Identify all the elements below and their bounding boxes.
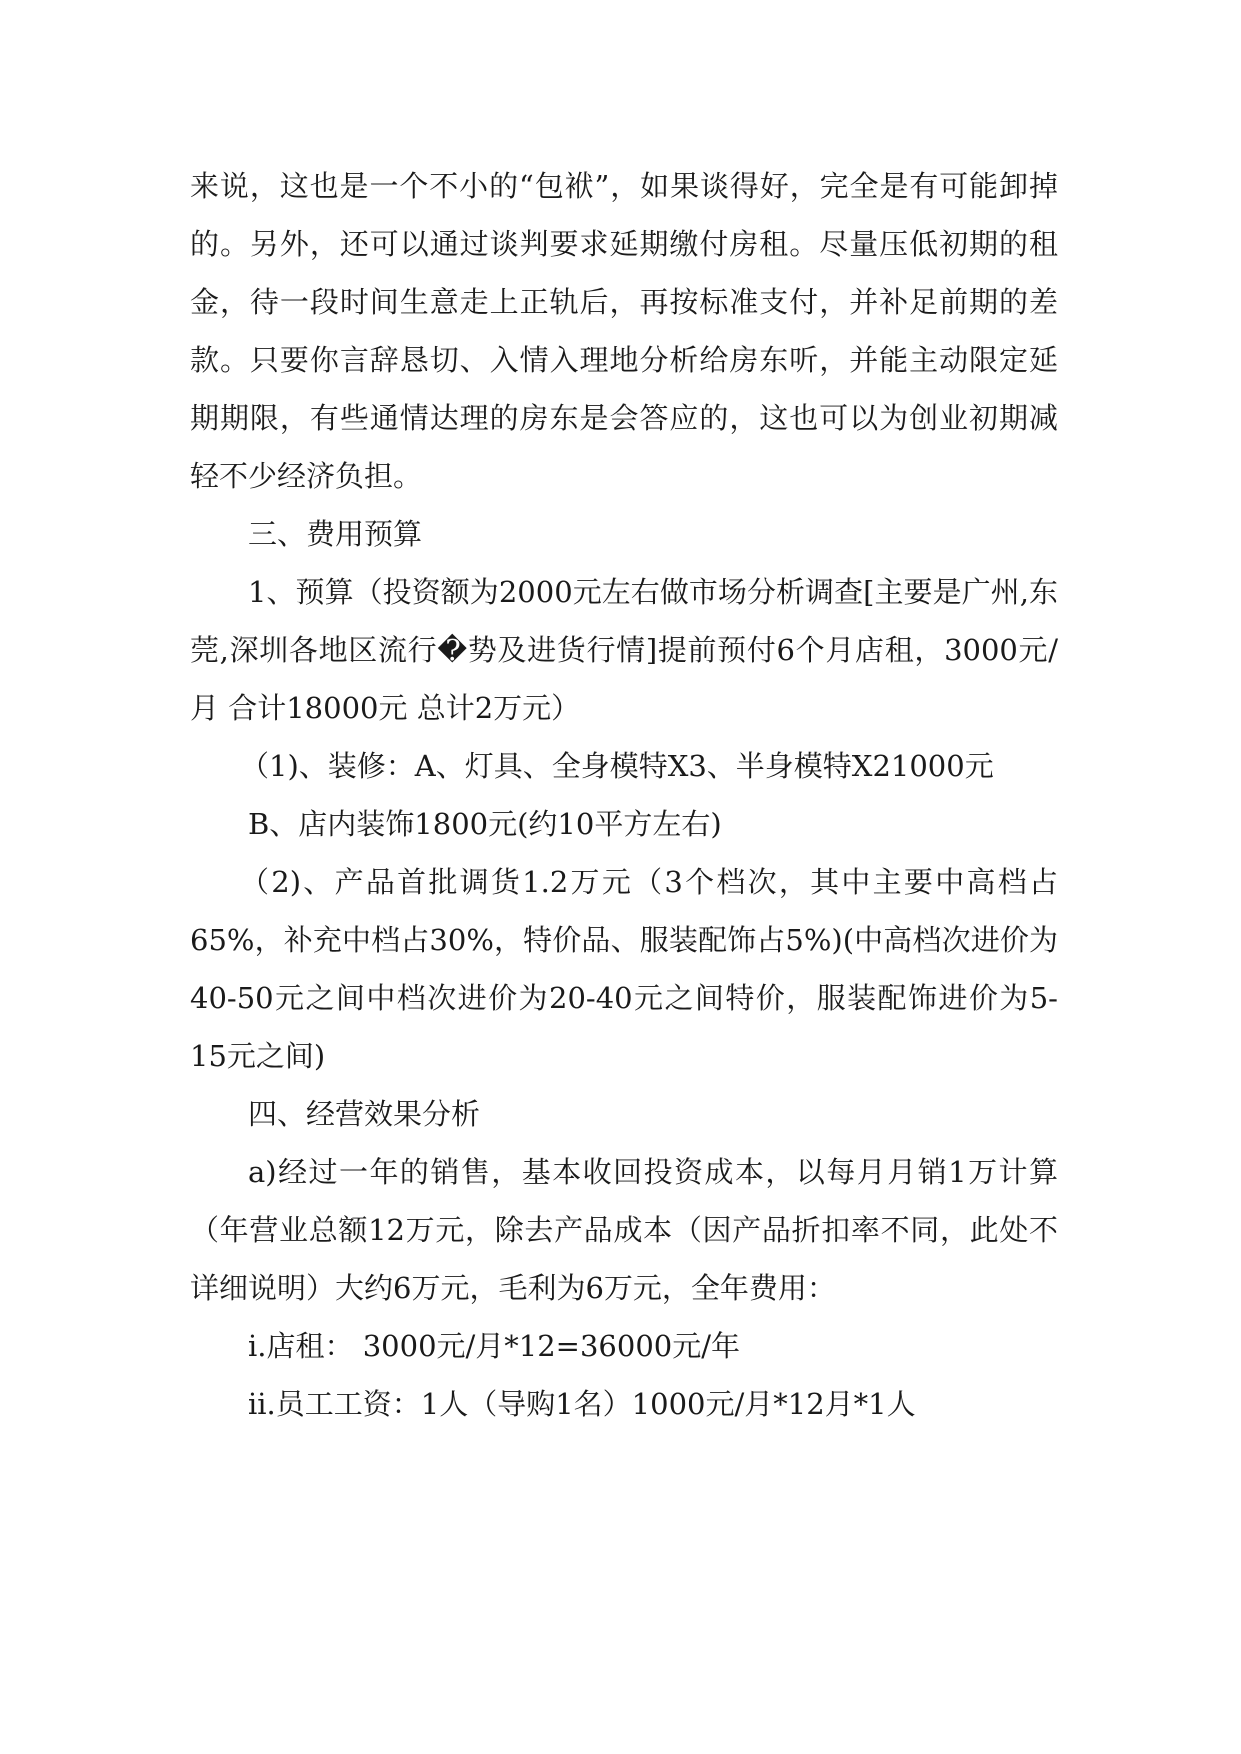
- paragraph-first-stock: （2)、产品首批调货1.2万元（3个档次，其中主要中高档占65%，补充中档占30%，特价品、服装配饰占5%)(中高档次进价为40-50元之间中档次进价为20-40元之间特价，服装配饰进价为5-15元之间): [190, 865, 1058, 1073]
- paragraph-sales-analysis: a)经过一年的销售，基本收回投资成本，以每月月销1万计算（年营业总额12万元，除去产品成本（因产品折扣率不同，此处不详细说明）大约6万元，毛利为6万元，全年费用：: [190, 1155, 1058, 1305]
- paragraph-rent-negotiation: 来说，这也是一个不小的“包袱”，如果谈得好，完全是有可能卸掉的。另外，还可以通过谈判要求延期缴付房租。尽量压低初期的租金，待一段时间生意走上正轨后，再按标准支付，并补足前期的差款。只要你言辞恳切、入情入理地分析给房东听，并能主动限定延期期限，有些通情达理的房东是会答应的，这也可以为创业初期减轻不少经济负担。: [190, 169, 1058, 493]
- paragraph-rent-cost: i.店租： 3000元/月*12=36000元/年: [248, 1329, 741, 1363]
- paragraph-decoration: （1)、装修：A、灯具、全身模特X3、半身模特X21000元: [240, 749, 994, 783]
- heading-cost-budget: 三、费用预算: [248, 517, 423, 551]
- paragraph-budget: 1、预算（投资额为2000元左右做市场分析调查[主要是广州,东莞,深圳各地区流行�势及进货行情]提前预付6个月店租，3000元/月 合计18000元 总计2万元）: [190, 575, 1058, 725]
- paragraph-staff-wage: ii.员工工资：1人（导购1名）1000元/月*12月*1人: [248, 1387, 916, 1421]
- document-body: [190, 157, 1058, 1433]
- paragraph-store-decor: B、店内装饰1800元(约10平方左右): [248, 807, 722, 841]
- heading-business-analysis: 四、经营效果分析: [248, 1097, 481, 1131]
